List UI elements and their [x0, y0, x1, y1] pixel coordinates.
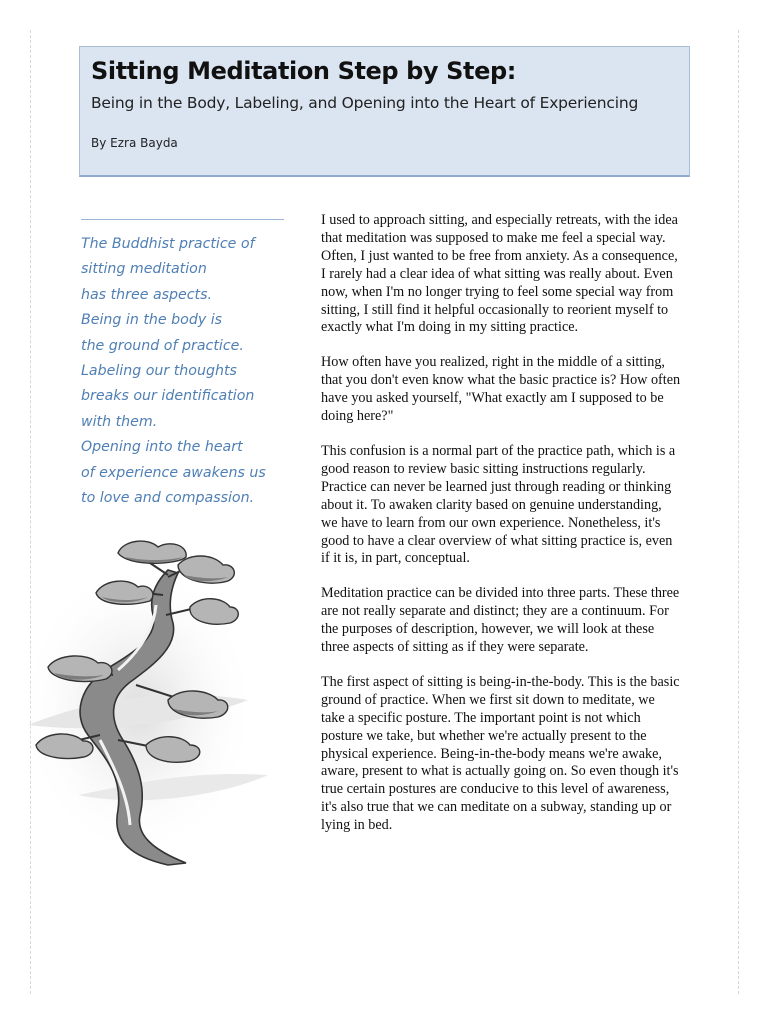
page-margin-right — [738, 30, 739, 994]
pull-quote-line: Being in the body is — [81, 312, 223, 329]
pull-quote-line: with them. — [81, 413, 158, 430]
pull-quote-rule — [81, 219, 284, 220]
article-paragraph: I used to approach sitting, and especially retreats, with the idea that meditation was supposed to make me feel a special way. Often, I just wanted to be free from anxiety. As a consequence, I rarely had a clear idea of what sitting was really about. Even now, when I'm no longer trying to feel some special way from sitting, I still find it helpful occasionally to reorient myself to exactly what I'm doing in my sitting practice. — [321, 212, 678, 336]
article-title: Sitting Meditation Step by Step: — [91, 57, 516, 85]
pull-quote-line: the ground of practice. — [81, 337, 244, 354]
pull-quote-line: to love and compassion. — [81, 490, 255, 507]
article-paragraph: How often have you realized, right in the middle of a sitting, that you don't even know what the basic practice is? How often have you asked yourself, "What exactly am I supposed to be doing here?" — [321, 354, 681, 425]
author-byline: By Ezra Bayda — [91, 136, 178, 150]
pull-quote-line: of experience awakens us — [81, 464, 266, 481]
pull-quote-line: has three aspects. — [81, 286, 213, 303]
title-banner — [79, 46, 690, 177]
article-paragraph: The first aspect of sitting is being-in-the-body. This is the basic ground of practice. When we first sit down to meditate, we take a specific posture. The important point is not which posture we take, but whether we're actually present to the physical experience. Being-in-the-body means we're awake, aware, present to what is actually going on. So even though it's true certain postures are conducive to this level of awareness, it's also true that we can meditate on a subway, standing up or lying in bed. — [321, 673, 680, 834]
pull-quote-line: breaks our identification — [81, 388, 255, 405]
article-paragraph: Meditation practice can be divided into three parts. These three are not really separate and distinct; they are a continuum. For the purposes of description, however, we will look at these three aspects of sitting as if they were separate. — [321, 585, 680, 656]
article-body — [321, 212, 681, 852]
pull-quote-line: Labeling our thoughts — [81, 363, 237, 380]
pull-quote-line: Opening into the heart — [81, 439, 243, 456]
article-paragraph: This confusion is a normal part of the practice path, which is a good reason to review basic sitting instructions regularly. Practice can never be learned just through reading or thinking about it. To awaken clarity based on genuine understanding, we have to learn from our own experience. Nonetheless, it's good to have a clear overview of what sitting practice is, even if it is, in part, conceptual. — [321, 442, 676, 567]
bonsai-tree-illustration — [18, 535, 283, 875]
pull-quote-line: sitting meditation — [81, 261, 207, 278]
pull-quote-line: The Buddhist practice of — [81, 236, 255, 252]
pull-quote — [81, 232, 301, 511]
article-subtitle: Being in the Body, Labeling, and Opening into the Heart of Experiencing — [91, 94, 639, 112]
